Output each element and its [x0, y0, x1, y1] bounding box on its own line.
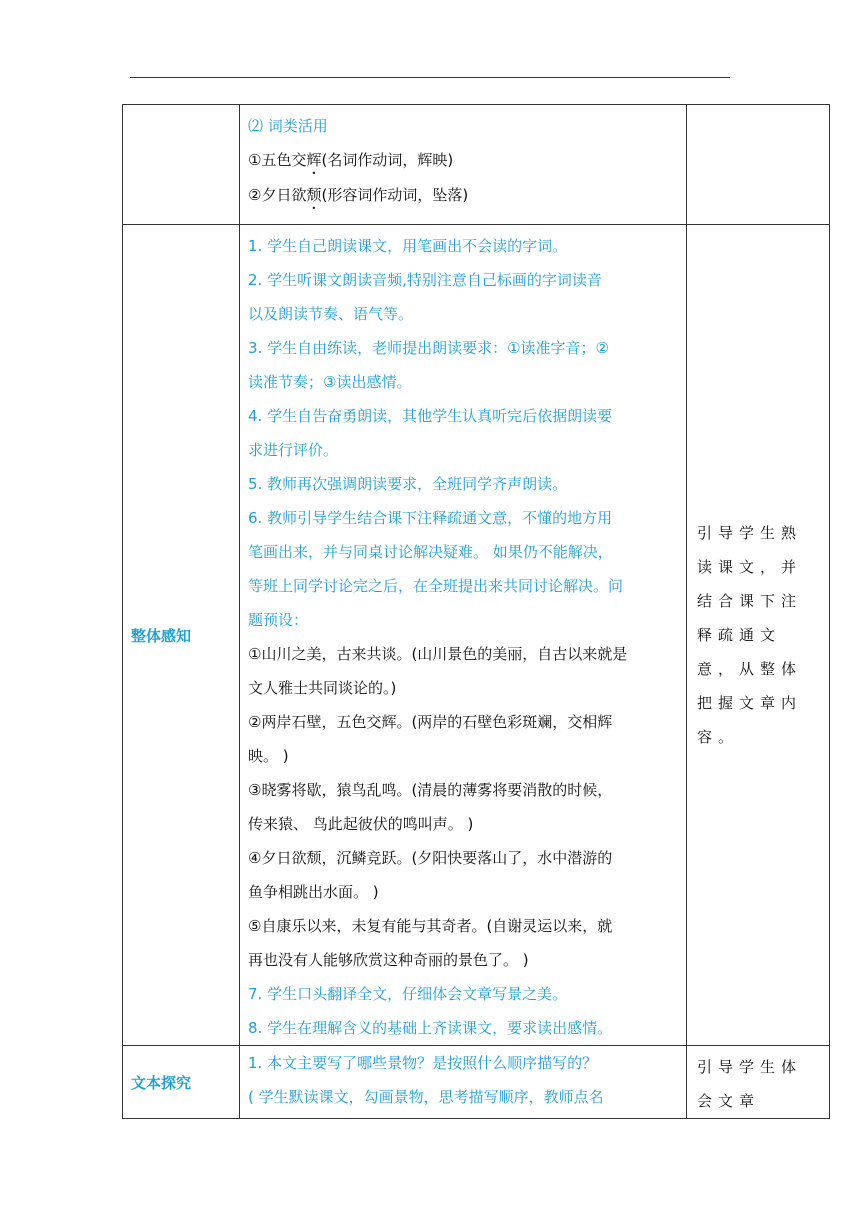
content-line: 等班上同学讨论完之后，在全班提出来共同讨论解决。问 — [248, 577, 624, 595]
content-line: ②夕日欲颓(形容词作动词，坠落) — [248, 186, 469, 204]
content-line: ( 学生默读课文，勾画景物，思考描写顺序，教师点名 — [248, 1088, 604, 1106]
content-line: 求进行评价。 — [248, 441, 339, 459]
content-line: 传来猿、 鸟此起彼伏的鸣叫声。 ) — [248, 815, 474, 833]
row-label: 文本探究 — [131, 1073, 192, 1092]
emphasis-char: 颓 — [306, 186, 322, 204]
content-line: 1. 学生自己朗读课文，用笔画出不会读的字词。 — [248, 237, 568, 255]
content-line: 读准节奏；③读出感情。 — [248, 373, 412, 391]
row-label — [123, 156, 131, 174]
content-line: 再也没有人能够欣赏这种奇丽的景色了。 ) — [248, 951, 529, 969]
content-line: 文人雅士共同谈论的。) — [248, 679, 397, 697]
content-line: 1. 本文主要写了哪些景物？是按照什么顺序描写的？ — [248, 1054, 598, 1072]
design-note: 引导学生体会文章 — [697, 1058, 803, 1110]
content-line: ①五色交辉(名词作动词，辉映) — [248, 151, 454, 169]
lesson-plan-table — [122, 104, 830, 1119]
content-cell — [240, 225, 687, 1046]
content-line: 鱼争相跳出水面。 ) — [248, 883, 379, 901]
table-row — [123, 1046, 830, 1119]
row-label-cell — [123, 225, 240, 1046]
content-line: 6. 教师引导学生结合课下注释疏通文意，不懂的地方用 — [248, 509, 613, 527]
content-line: ⑤自康乐以来，未复有能与其奇者。(自谢灵运以来，就 — [248, 917, 613, 935]
content-line: ②两岸石壁，五色交辉。(两岸的石壁色彩斑斓，交相辉 — [248, 713, 613, 731]
header-rule — [130, 77, 730, 78]
content-line: 5. 教师再次强调朗读要求，全班同学齐声朗读。 — [248, 475, 568, 493]
content-line: 笔画出来，并与同桌讨论解决疑难。 如果仍不能解决， — [248, 543, 613, 561]
content-line: 题预设： — [248, 611, 309, 629]
content-line: ④夕日欲颓，沉鳞竞跃。(夕阳快要落山了，水中潜游的 — [248, 849, 613, 867]
content-cell — [240, 105, 687, 225]
note-cell — [687, 105, 830, 225]
note-cell — [687, 1046, 830, 1119]
content-line: 4. 学生自告奋勇朗读，其他学生认真听完后依据朗读要 — [248, 407, 613, 425]
content-line: 3. 学生自由练读，老师提出朗读要求：①读准字音；② — [248, 339, 609, 357]
row-label-cell — [123, 1046, 240, 1119]
content-line: 以及朗读节奏、语气等。 — [248, 305, 414, 323]
content-line: 7. 学生口头翻译全文，仔细体会文章写景之美。 — [248, 985, 568, 1003]
emphasis-char: 辉 — [306, 151, 322, 169]
content-line: ①山川之美，古来共谈。(山川景色的美丽，自古以来就是 — [248, 645, 628, 663]
row-label: 整体感知 — [131, 626, 192, 645]
content-line: ③晓雾将歇，猿鸟乱鸣。(清晨的薄雾将要消散的时候， — [248, 781, 613, 799]
note-cell — [687, 225, 830, 1046]
content-line: 映。 ) — [248, 747, 289, 765]
table-row — [123, 225, 830, 1046]
row-label-cell — [123, 105, 240, 225]
content-line: ⑵ 词类活用 — [248, 117, 328, 135]
content-cell — [240, 1046, 687, 1119]
table-row — [123, 105, 830, 225]
design-note: 引导学生熟读课文，并结合课下注释疏通文意，从整体把握文章内容。 — [697, 524, 803, 746]
content-line: 8. 学生在理解含义的基础上齐读课文，要求读出感情。 — [248, 1019, 613, 1037]
content-line: 2. 学生听课文朗读音频,特别注意自己标画的字词读音 — [248, 271, 602, 289]
